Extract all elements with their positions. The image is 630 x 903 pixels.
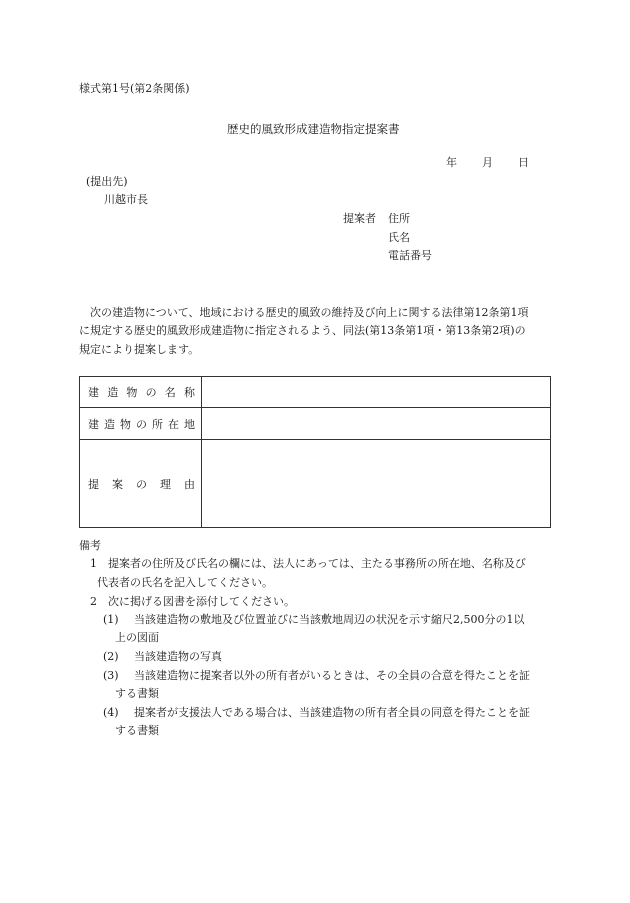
proposer-phone-label: 電話番号 [388,249,432,262]
sub-note-line: 上の図面 [115,631,159,644]
sub-note-line: 当該建造物の写真 [134,650,222,663]
notes-heading: 備考 [79,539,101,552]
table-label-char: 造 [104,417,115,431]
table-label-char: の [136,477,147,491]
proposal-reason-value[interactable] [202,440,550,527]
table-label-char: の [136,417,147,431]
proposer-address-label: 住所 [388,212,410,225]
building-location-label [80,408,202,439]
addressee-label: (提出先) [86,175,128,188]
document-title: 歴史的風致形成建造物指定提案書 [227,122,400,136]
table-label-char: 建 [88,386,99,399]
body-line: 次の建造物について、地域における歴史的風致の維持及び向上に関する法律第12条第1項 [90,306,529,319]
table-label-char: 称 [183,386,195,399]
proposal-reason-label [80,440,202,527]
table-label-char: 物 [120,417,131,431]
table-row-building-location [80,408,550,440]
table-label-char: 由 [184,477,195,491]
table-row-proposal-reason [80,440,550,527]
note-line: 提案者の住所及び氏名の欄には、法人にあっては、主たる事務所の所在地、名称及び [108,557,526,570]
sub-note-number: (3) [103,669,119,682]
table-label-char: 地 [184,417,195,431]
building-name-value[interactable] [202,377,550,407]
body-line: に規定する歴史的風致形成建造物に指定されるよう、同法(第13条第1項・第13条第2項)の [79,324,526,337]
table-label-char: 在 [168,417,179,431]
sub-note-number: (4) [103,706,119,719]
sub-note-number: (1) [103,613,119,626]
table-label-char: 物 [126,386,138,399]
table-row-building-name [80,377,550,408]
note-line: 代表者の氏名を記入してください。 [97,576,273,589]
date-day: 日 [518,156,529,169]
note-number: 2 [90,595,97,608]
form-id: 様式第1号(第2条関係) [79,82,190,95]
table-label-char: 提 [88,477,99,491]
proposer-label: 提案者 [343,212,376,225]
sub-note-line: する書類 [115,724,159,737]
table-label-char: 案 [112,477,123,491]
note-number: 1 [90,557,97,570]
sub-note-line: する書類 [115,687,159,700]
sub-note-line: 当該建造物の敷地及び位置並びに当該敷地周辺の状況を示す縮尺2,500分の1以 [134,613,525,626]
sub-note-number: (2) [103,650,119,663]
addressee: 川越市長 [104,193,148,206]
note-line: 次に掲げる図書を添付してください。 [108,595,295,608]
building-name-label [80,377,202,407]
table-label-char: 造 [107,386,119,399]
table-label-char: 所 [152,417,163,431]
table-label-char: 建 [88,417,99,431]
table-label-char: 理 [160,477,171,491]
table-label-char: の [145,386,157,399]
date-month: 月 [482,156,493,169]
proposer-name-label: 氏名 [388,231,410,244]
proposal-table [79,376,551,528]
body-line: 規定により提案します。 [79,343,200,356]
sub-note-line: 提案者が支援法人である場合は、当該建造物の所有者全員の同意を得たことを証 [134,706,530,719]
building-location-value[interactable] [202,408,550,439]
date-year: 年 [446,156,457,169]
table-label-char: 名 [164,386,176,399]
sub-note-line: 当該建造物に提案者以外の所有者がいるときは、その全員の合意を得たことを証 [134,669,530,682]
